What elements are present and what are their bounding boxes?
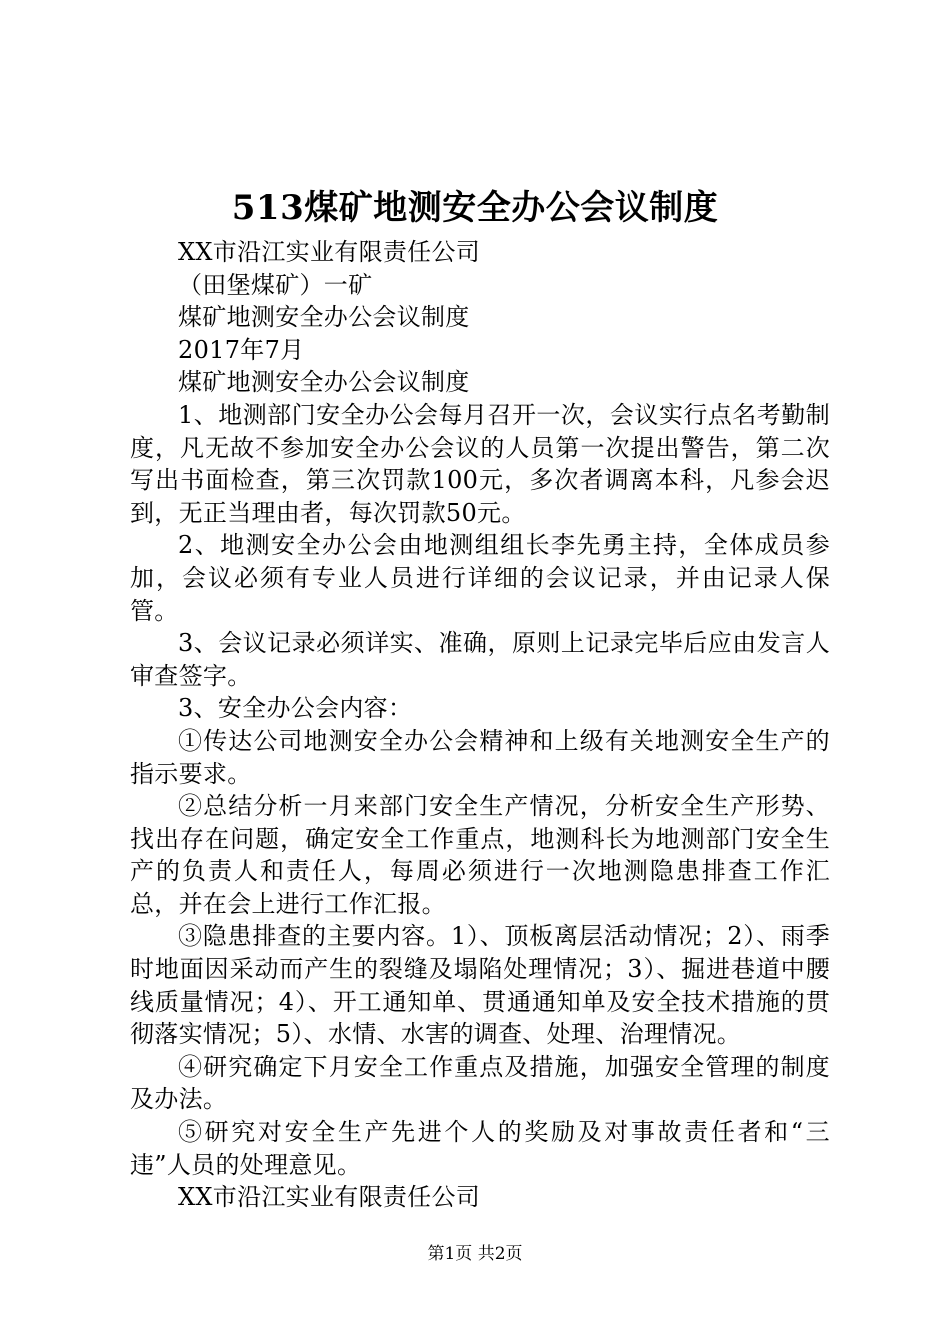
date-line: 2017年7月: [178, 335, 305, 364]
content-item: ②总结分析一月来部门安全生产情况，分析安全生产形势、找出存在问题，确定安全工作重点，地测科长为地测部门安全生产的负责人和责任人，每周必须进行一次地测隐患排查工作汇总，并在会上进行工作汇报。: [130, 792, 830, 918]
rule-paragraph: 3、会议记录必须详实、准确，原则上记录完毕后应由发言人审查签字。: [130, 629, 830, 690]
document-title: 513煤矿地测安全办公会议制度: [231, 188, 719, 228]
mine-name-line: （田堡煤矿）一矿: [178, 270, 373, 299]
document-body: [130, 236, 830, 1214]
content-heading: 3、安全办公会内容：: [178, 694, 413, 723]
content-item: ③隐患排查的主要内容。1）、顶板离层活动情况；2）、雨季时地面因采动而产生的裂缝及塌陷处理情况；3）、掘进巷道中腰线质量情况；4）、开工通知单、贯通通知单及安全技术措施的贯彻落实情况；5）、水情、水害的调查、处理、治理情况。: [130, 922, 830, 1049]
company-name-line: XX市沿江实业有限责任公司: [178, 238, 481, 266]
rule-paragraph: 1、地测部门安全办公会每月召开一次，会议实行点名考勤制度，凡无故不参加安全办公会议的人员第一次提出警告，第二次写出书面检查，第三次罚款100元，多次者调离本科，凡参会迟到，无正当理由者，每次罚款50元。: [130, 400, 830, 527]
rule-paragraph: 2、地测安全办公会由地测组组长李先勇主持，全体成员参加，会议必须有专业人员进行详细的会议记录，并由记录人保管。: [130, 531, 830, 625]
content-item: ①传达公司地测安全办公会精神和上级有关地测安全生产的指示要求。: [130, 726, 830, 788]
content-item: ④研究确定下月安全工作重点及措施，加强安全管理的制度及办法。: [130, 1052, 830, 1114]
regulation-name-line: 煤矿地测安全办公会议制度: [178, 303, 470, 332]
signature-company-line: XX市沿江实业有限责任公司: [178, 1183, 481, 1212]
section-heading: 煤矿地测安全办公会议制度: [178, 368, 470, 397]
content-item: ⑤研究对安全生产先进个人的奖励及对事故责任者和“三违”人员的处理意见。: [130, 1118, 830, 1179]
page-number-footer: 第1页 共2页: [427, 1244, 523, 1264]
